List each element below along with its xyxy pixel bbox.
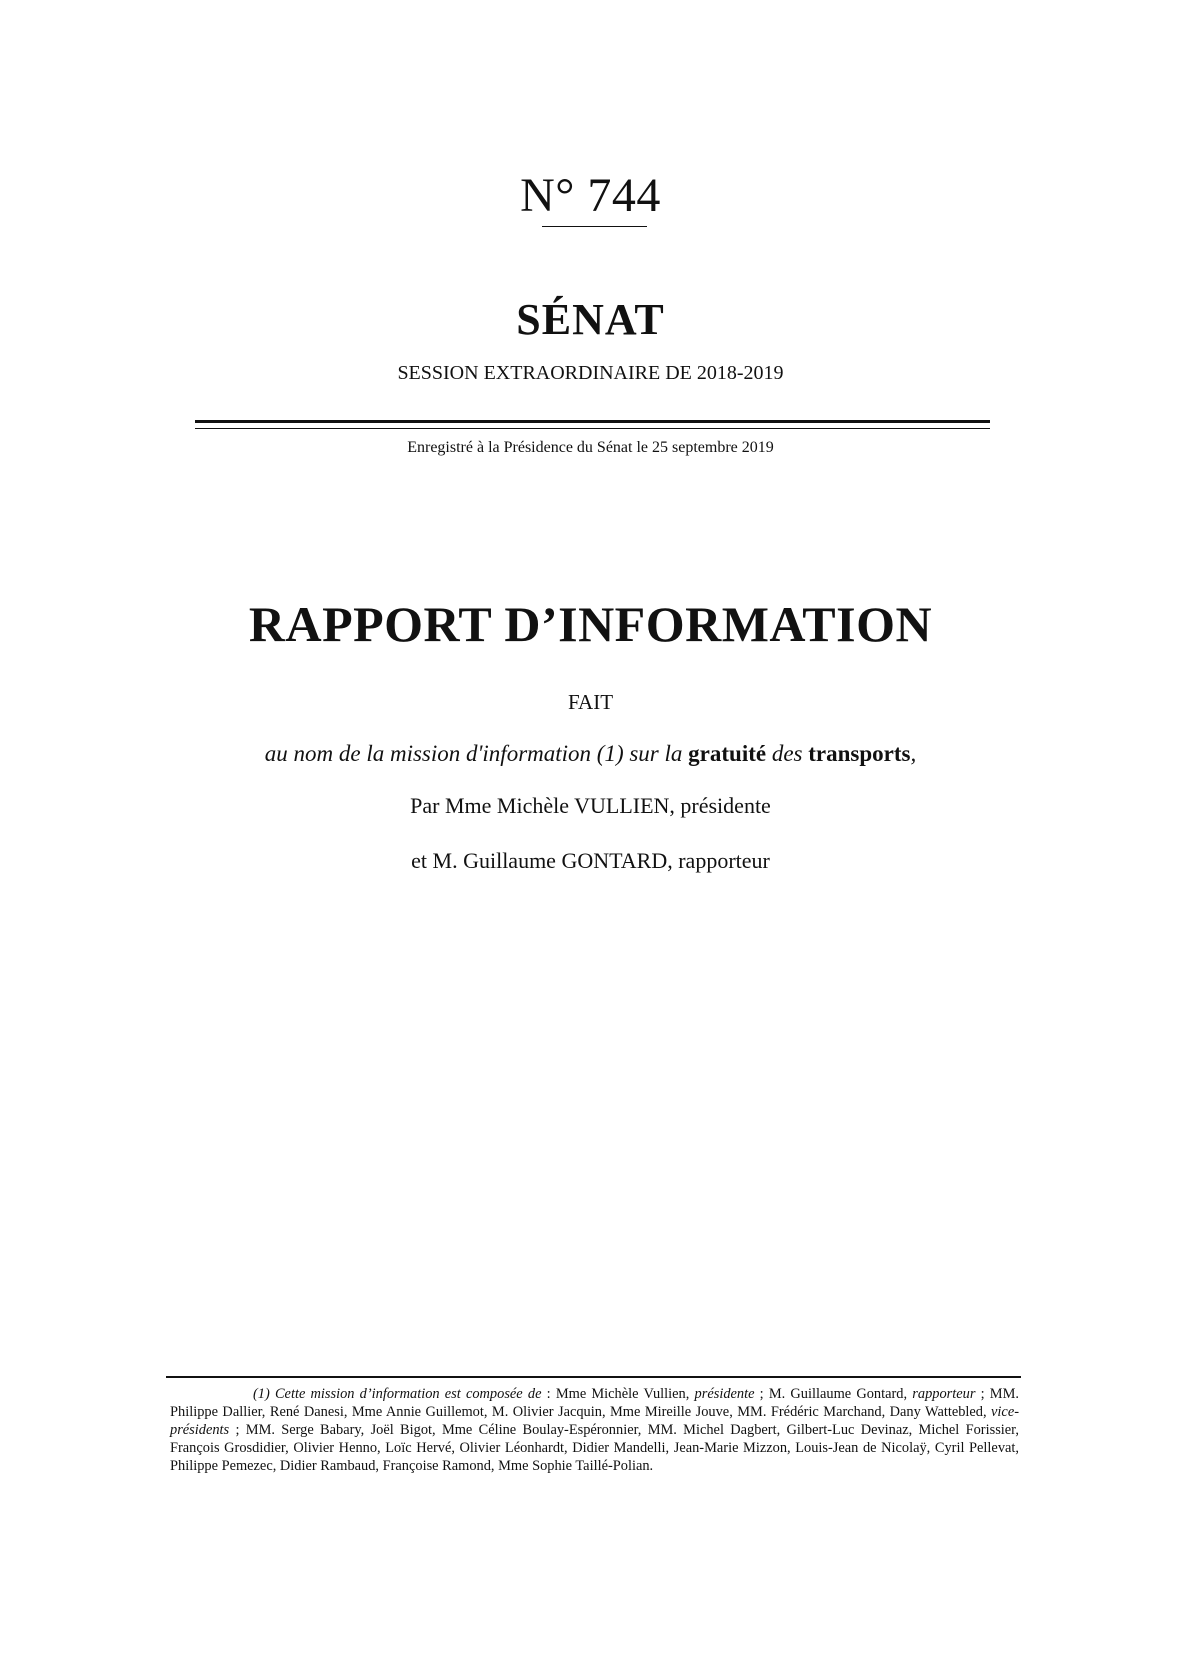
- session-label: SESSION EXTRAORDINAIRE DE 2018-2019: [397, 362, 784, 384]
- header-rule-thick: [195, 420, 990, 423]
- footnote-text-1: : Mme Michèle Vullien,: [541, 1386, 695, 1402]
- president-line: Par Mme Michèle VULLIEN, présidente: [410, 793, 771, 818]
- mission-keyword-gratuite: gratuité: [688, 741, 767, 766]
- mission-line: [0, 740, 1181, 768]
- footnote-role-president: présidente: [694, 1386, 755, 1402]
- footnote-role-rapporteur: rapporteur: [912, 1386, 976, 1402]
- number-underline: [542, 226, 647, 227]
- footnote-role-vice-presidents: vice-présidents: [170, 1404, 1019, 1438]
- footnote-text-2: ; M. Guillaume Gontard,: [754, 1386, 913, 1402]
- institution-title: SÉNAT: [516, 295, 665, 344]
- report-title: RAPPORT D’INFORMATION: [248, 596, 933, 652]
- footnote-text-3: ; MM. Philippe Dallier, René Danesi, Mme Annie Guillemot, M. Olivier Jacquin, Mme Mireille Jouve, MM. Frédéric Marchand, Dany Wattebled,: [170, 1386, 1019, 1420]
- footnote-intro: (1) Cette mission d’information est composée de: [253, 1386, 542, 1402]
- footnote: [170, 1385, 1019, 1475]
- mission-text-3: ,: [910, 741, 917, 766]
- fait-label: FAIT: [567, 690, 614, 714]
- mission-keyword-transports: transports: [808, 741, 911, 766]
- footnote-rule: [166, 1376, 1021, 1378]
- footnote-text-4: ; MM. Serge Babary, Joël Bigot, Mme Céline Boulay-Espéronnier, MM. Michel Dagbert, Gilbert-Luc Devinaz, Michel Forissier, François Grosdidier, Olivier Henno, Loïc Hervé, Olivier Léonhardt, Didier Mandelli, Jean-Marie Mizzon, Louis-Jean de Nicolaÿ, Cyril Pellevat, Philippe Pemezec, Didier Rambaud, Françoise Ramond, Mme Sophie Taillé-Polian.: [170, 1422, 1019, 1474]
- header-rule-thin: [195, 428, 990, 429]
- mission-text-1: au nom de la mission d'information (1) sur la: [264, 741, 689, 766]
- registration-date: Enregistré à la Présidence du Sénat le 25 septembre 2019: [407, 439, 774, 456]
- document-number: N° 744: [520, 169, 661, 222]
- mission-text-2: des: [766, 741, 809, 766]
- rapporteur-line: et M. Guillaume GONTARD, rapporteur: [411, 848, 770, 873]
